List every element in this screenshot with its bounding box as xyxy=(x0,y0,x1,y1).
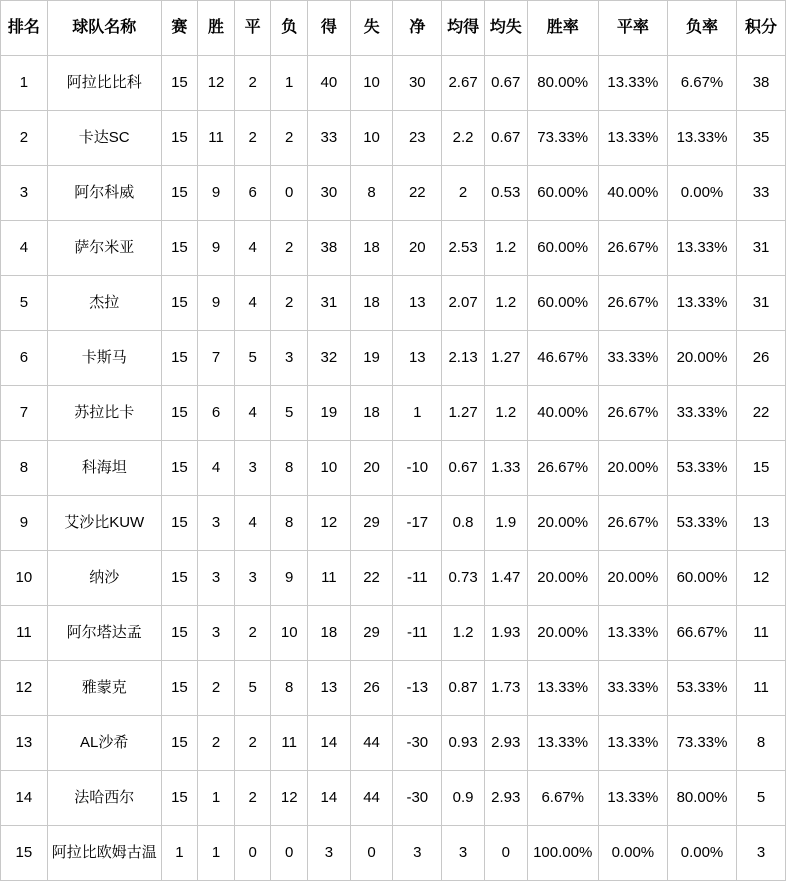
cell-goals-against: 29 xyxy=(350,606,393,661)
cell-loss: 9 xyxy=(271,551,308,606)
table-row xyxy=(1,606,786,661)
cell-rank: 13 xyxy=(1,716,48,771)
cell-loss-rate: 13.33% xyxy=(667,111,736,166)
cell-avg-goals-for: 0.87 xyxy=(442,661,485,716)
cell-rank: 3 xyxy=(1,166,48,221)
cell-loss: 11 xyxy=(271,716,308,771)
column-header-loss: 负 xyxy=(271,1,308,56)
cell-avg-goals-for: 0.8 xyxy=(442,496,485,551)
cell-goals-for: 33 xyxy=(308,111,351,166)
cell-goals-for: 14 xyxy=(308,771,351,826)
cell-rank: 6 xyxy=(1,331,48,386)
cell-avg-goals-for: 2.53 xyxy=(442,221,485,276)
cell-goals-against: 44 xyxy=(350,771,393,826)
cell-draw: 2 xyxy=(234,771,271,826)
cell-played: 15 xyxy=(161,56,198,111)
cell-draw: 3 xyxy=(234,441,271,496)
cell-win-rate: 60.00% xyxy=(527,276,598,331)
cell-goals-against: 22 xyxy=(350,551,393,606)
cell-loss: 8 xyxy=(271,441,308,496)
cell-win-rate: 60.00% xyxy=(527,221,598,276)
column-header-win: 胜 xyxy=(198,1,235,56)
cell-goals-against: 18 xyxy=(350,386,393,441)
cell-loss: 10 xyxy=(271,606,308,661)
cell-avg-goals-for: 0.93 xyxy=(442,716,485,771)
cell-goals-against: 19 xyxy=(350,331,393,386)
cell-draw-rate: 26.67% xyxy=(598,276,667,331)
cell-avg-goals-against: 1.2 xyxy=(484,221,527,276)
cell-rank: 14 xyxy=(1,771,48,826)
column-header-team: 球队名称 xyxy=(47,1,161,56)
table-row xyxy=(1,551,786,606)
cell-win: 9 xyxy=(198,221,235,276)
table-row xyxy=(1,276,786,331)
cell-played: 15 xyxy=(161,661,198,716)
cell-goal-diff: -10 xyxy=(393,441,442,496)
cell-loss: 0 xyxy=(271,826,308,881)
cell-rank: 9 xyxy=(1,496,48,551)
cell-rank: 1 xyxy=(1,56,48,111)
cell-draw-rate: 26.67% xyxy=(598,221,667,276)
cell-goals-for: 19 xyxy=(308,386,351,441)
cell-avg-goals-against: 2.93 xyxy=(484,716,527,771)
cell-win: 3 xyxy=(198,496,235,551)
cell-goals-for: 18 xyxy=(308,606,351,661)
cell-team: 阿拉比欧姆古温 xyxy=(47,826,161,881)
cell-loss: 2 xyxy=(271,221,308,276)
cell-win: 12 xyxy=(198,56,235,111)
cell-avg-goals-against: 1.47 xyxy=(484,551,527,606)
cell-avg-goals-for: 0.67 xyxy=(442,441,485,496)
cell-goals-for: 3 xyxy=(308,826,351,881)
column-header-goals-against: 失 xyxy=(350,1,393,56)
column-header-played: 赛 xyxy=(161,1,198,56)
cell-goals-against: 0 xyxy=(350,826,393,881)
cell-goals-against: 29 xyxy=(350,496,393,551)
cell-points: 11 xyxy=(737,661,786,716)
cell-draw: 2 xyxy=(234,56,271,111)
cell-team: 萨尔米亚 xyxy=(47,221,161,276)
cell-played: 15 xyxy=(161,221,198,276)
cell-draw: 5 xyxy=(234,661,271,716)
cell-rank: 5 xyxy=(1,276,48,331)
cell-avg-goals-against: 1.93 xyxy=(484,606,527,661)
cell-draw-rate: 20.00% xyxy=(598,441,667,496)
column-header-points: 积分 xyxy=(737,1,786,56)
cell-avg-goals-against: 0.53 xyxy=(484,166,527,221)
column-header-avg-goals-against: 均失 xyxy=(484,1,527,56)
cell-goals-for: 14 xyxy=(308,716,351,771)
cell-win: 11 xyxy=(198,111,235,166)
cell-loss: 12 xyxy=(271,771,308,826)
cell-win-rate: 26.67% xyxy=(527,441,598,496)
cell-draw-rate: 13.33% xyxy=(598,111,667,166)
cell-played: 15 xyxy=(161,551,198,606)
cell-points: 11 xyxy=(737,606,786,661)
cell-rank: 10 xyxy=(1,551,48,606)
cell-win: 4 xyxy=(198,441,235,496)
cell-team: 卡达SC xyxy=(47,111,161,166)
cell-loss-rate: 13.33% xyxy=(667,221,736,276)
cell-win-rate: 46.67% xyxy=(527,331,598,386)
cell-goal-diff: -11 xyxy=(393,606,442,661)
cell-points: 13 xyxy=(737,496,786,551)
cell-win-rate: 100.00% xyxy=(527,826,598,881)
cell-draw: 5 xyxy=(234,331,271,386)
cell-avg-goals-against: 2.93 xyxy=(484,771,527,826)
cell-loss-rate: 6.67% xyxy=(667,56,736,111)
cell-win: 9 xyxy=(198,276,235,331)
cell-goal-diff: 3 xyxy=(393,826,442,881)
cell-goals-for: 10 xyxy=(308,441,351,496)
cell-played: 15 xyxy=(161,166,198,221)
cell-loss-rate: 33.33% xyxy=(667,386,736,441)
column-header-goal-diff: 净 xyxy=(393,1,442,56)
cell-avg-goals-against: 1.9 xyxy=(484,496,527,551)
cell-team: 阿尔科威 xyxy=(47,166,161,221)
cell-goals-for: 32 xyxy=(308,331,351,386)
cell-goal-diff: 13 xyxy=(393,276,442,331)
cell-points: 33 xyxy=(737,166,786,221)
cell-avg-goals-against: 0.67 xyxy=(484,111,527,166)
cell-avg-goals-against: 0.67 xyxy=(484,56,527,111)
cell-win: 1 xyxy=(198,826,235,881)
cell-win: 1 xyxy=(198,771,235,826)
cell-avg-goals-for: 0.9 xyxy=(442,771,485,826)
cell-points: 35 xyxy=(737,111,786,166)
cell-played: 15 xyxy=(161,496,198,551)
table-row xyxy=(1,826,786,881)
cell-goal-diff: 23 xyxy=(393,111,442,166)
cell-draw-rate: 13.33% xyxy=(598,56,667,111)
cell-goal-diff: 13 xyxy=(393,331,442,386)
cell-win-rate: 80.00% xyxy=(527,56,598,111)
cell-loss: 2 xyxy=(271,276,308,331)
cell-points: 31 xyxy=(737,276,786,331)
cell-points: 12 xyxy=(737,551,786,606)
cell-team: 法哈西尔 xyxy=(47,771,161,826)
cell-goal-diff: -13 xyxy=(393,661,442,716)
cell-goal-diff: 1 xyxy=(393,386,442,441)
cell-loss-rate: 60.00% xyxy=(667,551,736,606)
cell-team: 苏拉比卡 xyxy=(47,386,161,441)
cell-win: 3 xyxy=(198,606,235,661)
table-row xyxy=(1,716,786,771)
cell-team: 阿尔塔达孟 xyxy=(47,606,161,661)
cell-team: AL沙希 xyxy=(47,716,161,771)
cell-avg-goals-for: 3 xyxy=(442,826,485,881)
cell-avg-goals-against: 1.33 xyxy=(484,441,527,496)
cell-rank: 2 xyxy=(1,111,48,166)
cell-win-rate: 20.00% xyxy=(527,496,598,551)
table-row xyxy=(1,111,786,166)
cell-rank: 11 xyxy=(1,606,48,661)
cell-team: 纳沙 xyxy=(47,551,161,606)
cell-avg-goals-against: 1.27 xyxy=(484,331,527,386)
cell-loss: 5 xyxy=(271,386,308,441)
cell-loss-rate: 66.67% xyxy=(667,606,736,661)
cell-loss-rate: 80.00% xyxy=(667,771,736,826)
table-row xyxy=(1,331,786,386)
cell-goals-for: 12 xyxy=(308,496,351,551)
cell-rank: 7 xyxy=(1,386,48,441)
cell-rank: 4 xyxy=(1,221,48,276)
table-row xyxy=(1,771,786,826)
cell-draw: 3 xyxy=(234,551,271,606)
cell-draw-rate: 13.33% xyxy=(598,771,667,826)
cell-loss: 0 xyxy=(271,166,308,221)
cell-win: 2 xyxy=(198,716,235,771)
table-row xyxy=(1,386,786,441)
cell-points: 31 xyxy=(737,221,786,276)
cell-played: 15 xyxy=(161,606,198,661)
cell-draw: 4 xyxy=(234,496,271,551)
cell-goal-diff: -17 xyxy=(393,496,442,551)
cell-played: 15 xyxy=(161,276,198,331)
cell-draw-rate: 20.00% xyxy=(598,551,667,606)
cell-draw-rate: 13.33% xyxy=(598,606,667,661)
cell-goals-for: 11 xyxy=(308,551,351,606)
cell-win-rate: 20.00% xyxy=(527,606,598,661)
cell-goals-against: 18 xyxy=(350,221,393,276)
cell-loss: 8 xyxy=(271,496,308,551)
table-row xyxy=(1,441,786,496)
cell-win-rate: 13.33% xyxy=(527,661,598,716)
cell-draw-rate: 33.33% xyxy=(598,331,667,386)
cell-draw: 6 xyxy=(234,166,271,221)
cell-win-rate: 40.00% xyxy=(527,386,598,441)
cell-goals-for: 13 xyxy=(308,661,351,716)
cell-loss-rate: 20.00% xyxy=(667,331,736,386)
cell-win: 2 xyxy=(198,661,235,716)
cell-avg-goals-for: 1.27 xyxy=(442,386,485,441)
cell-played: 15 xyxy=(161,441,198,496)
cell-win-rate: 20.00% xyxy=(527,551,598,606)
table-body xyxy=(1,56,786,881)
cell-goals-against: 10 xyxy=(350,56,393,111)
cell-draw: 2 xyxy=(234,716,271,771)
column-header-avg-goals-for: 均得 xyxy=(442,1,485,56)
cell-played: 15 xyxy=(161,771,198,826)
cell-loss: 3 xyxy=(271,331,308,386)
cell-goals-for: 31 xyxy=(308,276,351,331)
cell-draw-rate: 40.00% xyxy=(598,166,667,221)
cell-win: 7 xyxy=(198,331,235,386)
cell-loss-rate: 53.33% xyxy=(667,496,736,551)
cell-loss: 2 xyxy=(271,111,308,166)
cell-goals-against: 26 xyxy=(350,661,393,716)
cell-rank: 8 xyxy=(1,441,48,496)
cell-goal-diff: -30 xyxy=(393,771,442,826)
cell-draw: 0 xyxy=(234,826,271,881)
table-header-row xyxy=(1,1,786,56)
cell-avg-goals-against: 1.2 xyxy=(484,386,527,441)
column-header-draw: 平 xyxy=(234,1,271,56)
column-header-loss-rate: 负率 xyxy=(667,1,736,56)
cell-points: 15 xyxy=(737,441,786,496)
cell-goals-against: 18 xyxy=(350,276,393,331)
cell-played: 15 xyxy=(161,331,198,386)
cell-win-rate: 73.33% xyxy=(527,111,598,166)
cell-team: 杰拉 xyxy=(47,276,161,331)
cell-avg-goals-against: 1.2 xyxy=(484,276,527,331)
cell-team: 雅蒙克 xyxy=(47,661,161,716)
cell-goal-diff: -11 xyxy=(393,551,442,606)
cell-loss: 8 xyxy=(271,661,308,716)
cell-played: 15 xyxy=(161,716,198,771)
cell-avg-goals-for: 2 xyxy=(442,166,485,221)
table-row xyxy=(1,661,786,716)
cell-goals-against: 20 xyxy=(350,441,393,496)
table-row xyxy=(1,56,786,111)
cell-avg-goals-for: 0.73 xyxy=(442,551,485,606)
cell-avg-goals-for: 2.2 xyxy=(442,111,485,166)
cell-points: 26 xyxy=(737,331,786,386)
cell-goals-for: 38 xyxy=(308,221,351,276)
cell-points: 8 xyxy=(737,716,786,771)
column-header-win-rate: 胜率 xyxy=(527,1,598,56)
cell-points: 38 xyxy=(737,56,786,111)
cell-goal-diff: 30 xyxy=(393,56,442,111)
cell-goal-diff: 20 xyxy=(393,221,442,276)
cell-draw: 2 xyxy=(234,111,271,166)
cell-loss-rate: 13.33% xyxy=(667,276,736,331)
cell-loss-rate: 0.00% xyxy=(667,166,736,221)
cell-team: 科海坦 xyxy=(47,441,161,496)
cell-loss-rate: 73.33% xyxy=(667,716,736,771)
cell-goals-against: 8 xyxy=(350,166,393,221)
cell-draw: 4 xyxy=(234,386,271,441)
cell-team: 卡斯马 xyxy=(47,331,161,386)
cell-team: 阿拉比比科 xyxy=(47,56,161,111)
cell-points: 5 xyxy=(737,771,786,826)
cell-avg-goals-for: 1.2 xyxy=(442,606,485,661)
cell-goal-diff: -30 xyxy=(393,716,442,771)
column-header-rank: 排名 xyxy=(1,1,48,56)
column-header-goals-for: 得 xyxy=(308,1,351,56)
cell-points: 3 xyxy=(737,826,786,881)
cell-draw-rate: 26.67% xyxy=(598,496,667,551)
cell-draw: 2 xyxy=(234,606,271,661)
cell-draw-rate: 33.33% xyxy=(598,661,667,716)
cell-win: 9 xyxy=(198,166,235,221)
cell-team: 艾沙比KUW xyxy=(47,496,161,551)
cell-win: 6 xyxy=(198,386,235,441)
cell-avg-goals-for: 2.07 xyxy=(442,276,485,331)
table-header xyxy=(1,1,786,56)
cell-played: 1 xyxy=(161,826,198,881)
cell-draw-rate: 13.33% xyxy=(598,716,667,771)
cell-goal-diff: 22 xyxy=(393,166,442,221)
cell-goals-for: 40 xyxy=(308,56,351,111)
table-row xyxy=(1,166,786,221)
table-row xyxy=(1,496,786,551)
cell-goals-against: 10 xyxy=(350,111,393,166)
cell-points: 22 xyxy=(737,386,786,441)
cell-win-rate: 13.33% xyxy=(527,716,598,771)
cell-rank: 12 xyxy=(1,661,48,716)
cell-avg-goals-against: 1.73 xyxy=(484,661,527,716)
column-header-draw-rate: 平率 xyxy=(598,1,667,56)
cell-loss-rate: 53.33% xyxy=(667,661,736,716)
cell-draw-rate: 0.00% xyxy=(598,826,667,881)
cell-avg-goals-against: 0 xyxy=(484,826,527,881)
table-row xyxy=(1,221,786,276)
cell-win: 3 xyxy=(198,551,235,606)
cell-win-rate: 60.00% xyxy=(527,166,598,221)
cell-draw: 4 xyxy=(234,221,271,276)
cell-played: 15 xyxy=(161,386,198,441)
cell-win-rate: 6.67% xyxy=(527,771,598,826)
cell-draw: 4 xyxy=(234,276,271,331)
cell-played: 15 xyxy=(161,111,198,166)
cell-draw-rate: 26.67% xyxy=(598,386,667,441)
cell-goals-against: 44 xyxy=(350,716,393,771)
cell-avg-goals-for: 2.67 xyxy=(442,56,485,111)
cell-loss-rate: 0.00% xyxy=(667,826,736,881)
cell-avg-goals-for: 2.13 xyxy=(442,331,485,386)
cell-goals-for: 30 xyxy=(308,166,351,221)
cell-loss: 1 xyxy=(271,56,308,111)
cell-loss-rate: 53.33% xyxy=(667,441,736,496)
cell-rank: 15 xyxy=(1,826,48,881)
